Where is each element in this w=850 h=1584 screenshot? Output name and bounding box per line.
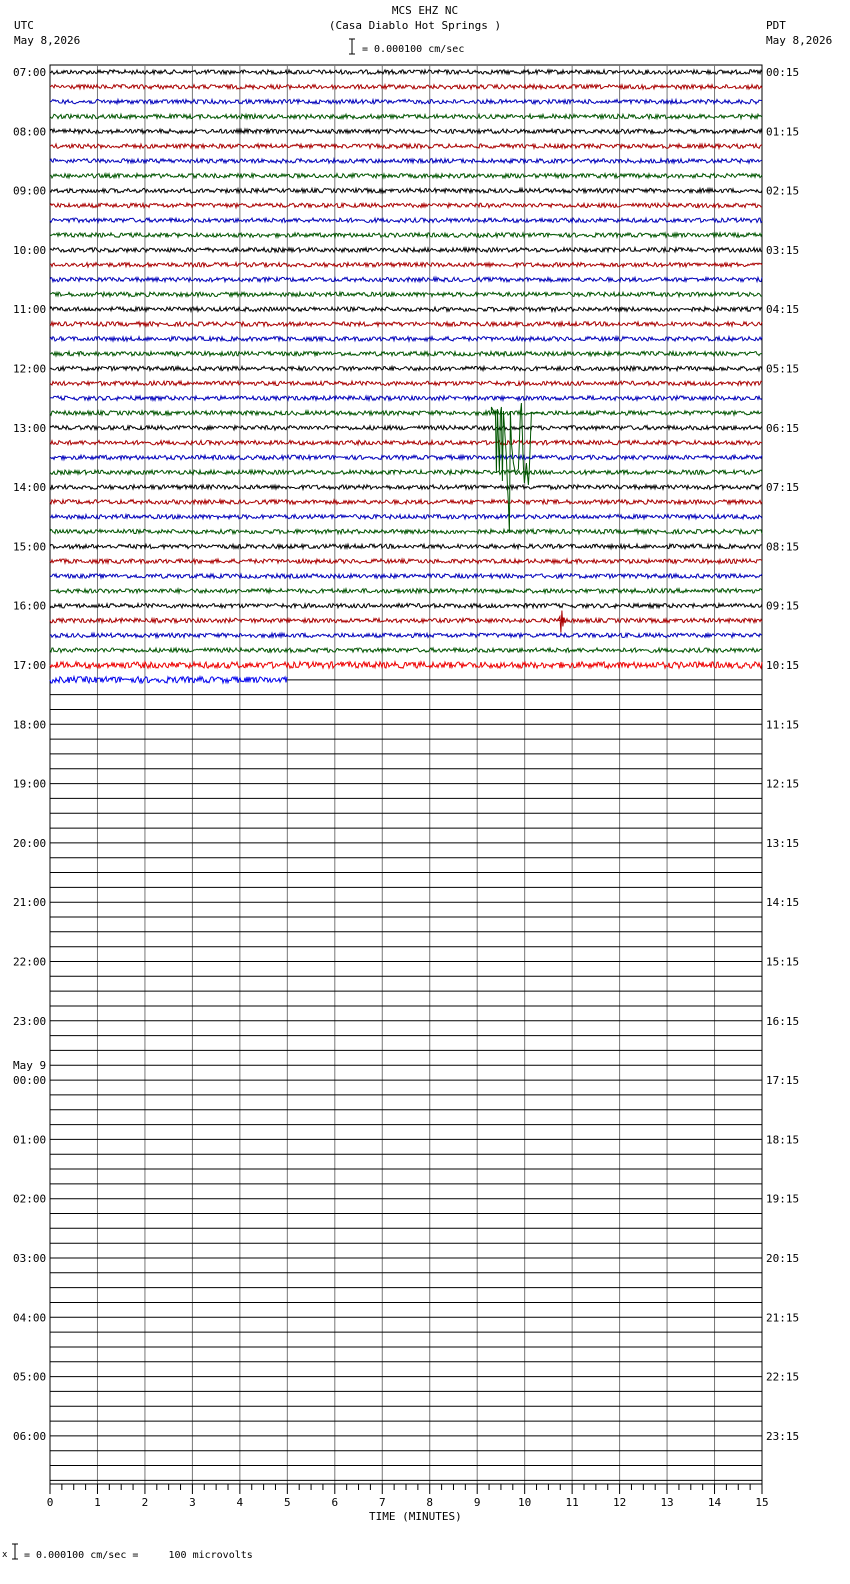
pdt-hour-label: 09:15 — [766, 599, 800, 613]
seismic-trace — [50, 337, 762, 341]
station-title: MCS EHZ NC — [391, 4, 459, 17]
x-tick-label: 4 — [236, 1496, 244, 1509]
seismic-traces — [50, 70, 762, 1481]
seismic-trace — [50, 292, 762, 296]
utc-hour-label: 09:00 — [13, 184, 47, 198]
seismic-trace — [50, 648, 762, 652]
pdt-hour-label: 02:15 — [766, 184, 800, 198]
utc-hour-label: 19:00 — [13, 777, 47, 791]
utc-hour-label: 07:00 — [13, 66, 47, 79]
footer-marker: x — [2, 1550, 8, 1560]
date-change-label: May 9 — [13, 1059, 47, 1073]
pdt-hour-label: 05:15 — [766, 362, 800, 376]
x-tick-label: 9 — [473, 1496, 481, 1509]
seismic-trace — [50, 129, 762, 133]
x-tick-label: 1 — [94, 1496, 101, 1509]
seismic-trace — [50, 440, 762, 444]
seismic-trace — [50, 544, 762, 548]
plot-grid — [50, 65, 762, 1484]
seismic-trace — [50, 485, 762, 489]
seismic-trace — [50, 574, 762, 578]
left-date: May 8,2026 — [14, 34, 81, 47]
seismic-trace — [50, 174, 762, 178]
x-tick-label: 3 — [189, 1496, 196, 1509]
pdt-hour-label: 23:15 — [766, 1429, 800, 1443]
x-tick-label: 5 — [284, 1496, 291, 1509]
scale-label: = 0.000100 cm/sec — [362, 44, 465, 55]
utc-hour-label: 11:00 — [13, 303, 47, 317]
seismic-trace — [50, 677, 287, 683]
seismic-trace — [50, 263, 762, 267]
utc-hour-label: 00:00 — [13, 1074, 47, 1088]
x-tick-label: 6 — [331, 1496, 339, 1509]
x-tick-label: 14 — [707, 1496, 722, 1509]
seismic-trace — [50, 70, 762, 74]
seismic-trace — [50, 515, 762, 519]
pdt-hour-label: 04:15 — [766, 303, 800, 317]
pdt-hour-label: 08:15 — [766, 540, 800, 554]
seismic-trace — [50, 159, 762, 163]
utc-hour-label: 18:00 — [13, 718, 47, 732]
seismic-trace — [50, 85, 762, 89]
pdt-hour-label: 15:15 — [766, 955, 800, 969]
seismic-trace — [50, 618, 762, 622]
x-tick-label: 8 — [426, 1496, 434, 1509]
utc-hour-label: 12:00 — [13, 362, 47, 376]
left-timezone: UTC — [14, 19, 34, 32]
scale-bar-icon — [348, 38, 356, 56]
seismic-trace — [50, 604, 762, 608]
seismic-trace — [50, 100, 762, 104]
pdt-hour-label: 11:15 — [766, 718, 800, 732]
x-tick-label: 11 — [565, 1496, 579, 1509]
x-tick-label: 10 — [518, 1496, 532, 1509]
seismic-trace — [50, 233, 762, 237]
utc-hour-label: 08:00 — [13, 125, 47, 139]
utc-hour-label: 10:00 — [13, 243, 47, 257]
x-tick-label: 15 — [755, 1496, 769, 1509]
seismic-trace — [50, 277, 762, 281]
seismic-trace — [50, 559, 762, 563]
hour-labels — [13, 66, 799, 1443]
utc-hour-label: 17:00 — [13, 659, 47, 672]
seismic-trace — [50, 322, 762, 326]
seismic-trace — [50, 352, 762, 356]
utc-hour-label: 21:00 — [13, 896, 47, 910]
seismic-trace — [50, 248, 762, 252]
pdt-hour-label: 14:15 — [766, 896, 800, 910]
pdt-hour-label: 13:15 — [766, 836, 800, 850]
seismic-trace — [50, 500, 762, 504]
x-tick-label: 13 — [660, 1496, 674, 1509]
pdt-hour-label: 22:15 — [766, 1370, 800, 1384]
pdt-hour-label: 12:15 — [766, 777, 800, 791]
seismic-trace — [50, 470, 762, 474]
seismic-trace — [50, 455, 762, 459]
pdt-hour-label: 18:15 — [766, 1133, 800, 1147]
utc-hour-label: 04:00 — [13, 1311, 47, 1325]
seismic-trace — [50, 203, 762, 207]
seismic-trace — [50, 307, 762, 311]
x-tick-label: 7 — [378, 1496, 386, 1509]
x-tick-label: 0 — [46, 1496, 54, 1509]
x-tick-label: 2 — [141, 1496, 149, 1509]
pdt-hour-label: 07:15 — [766, 481, 800, 495]
seismic-trace — [50, 114, 762, 118]
utc-hour-label: 16:00 — [13, 599, 47, 613]
time-axis — [47, 1484, 769, 1509]
seismic-trace — [50, 426, 762, 430]
seismic-trace — [50, 633, 762, 637]
footer-scale-label: = 0.000100 cm/sec = 100 microvolts — [24, 1550, 253, 1561]
utc-hour-label: 03:00 — [13, 1252, 47, 1265]
right-date: May 8,2026 — [766, 34, 833, 47]
seismic-trace — [50, 381, 762, 385]
pdt-hour-label: 21:15 — [766, 1311, 800, 1325]
utc-hour-label: 05:00 — [13, 1370, 47, 1384]
seismic-trace — [50, 188, 762, 192]
pdt-hour-label: 17:15 — [766, 1074, 800, 1088]
pdt-hour-label: 01:15 — [766, 125, 800, 139]
seismic-trace — [50, 218, 762, 222]
utc-hour-label: 20:00 — [13, 836, 47, 850]
seismic-trace — [50, 589, 762, 593]
utc-hour-label: 13:00 — [13, 421, 47, 435]
seismic-trace — [50, 396, 762, 400]
x-tick-label: 12 — [612, 1496, 627, 1509]
station-location: (Casa Diablo Hot Springs ) — [328, 19, 502, 32]
utc-hour-label: 14:00 — [13, 481, 47, 495]
plot-frame — [50, 65, 762, 1484]
x-axis-label: TIME (MINUTES) — [369, 1510, 462, 1523]
pdt-hour-label: 10:15 — [766, 659, 800, 672]
utc-hour-label: 06:00 — [13, 1429, 47, 1443]
utc-hour-label: 23:00 — [13, 1014, 47, 1028]
seismic-trace — [50, 144, 762, 148]
seismic-trace — [50, 662, 762, 668]
utc-hour-label: 02:00 — [13, 1192, 47, 1206]
seismic-trace — [50, 411, 762, 415]
pdt-hour-label: 06:15 — [766, 421, 800, 435]
utc-hour-label: 01:00 — [13, 1133, 47, 1147]
seismic-trace — [50, 529, 762, 533]
footer-scale-bar-icon — [11, 1543, 19, 1561]
event-waveform — [491, 403, 543, 533]
pdt-hour-label: 16:15 — [766, 1014, 800, 1028]
right-timezone: PDT — [766, 19, 786, 32]
utc-hour-label: 22:00 — [13, 955, 47, 969]
pdt-hour-label: 00:15 — [766, 66, 800, 79]
pdt-hour-label: 03:15 — [766, 243, 800, 257]
seismic-trace — [50, 366, 762, 370]
pdt-hour-label: 19:15 — [766, 1192, 800, 1206]
pdt-hour-label: 20:15 — [766, 1252, 800, 1265]
utc-hour-label: 15:00 — [13, 540, 47, 554]
